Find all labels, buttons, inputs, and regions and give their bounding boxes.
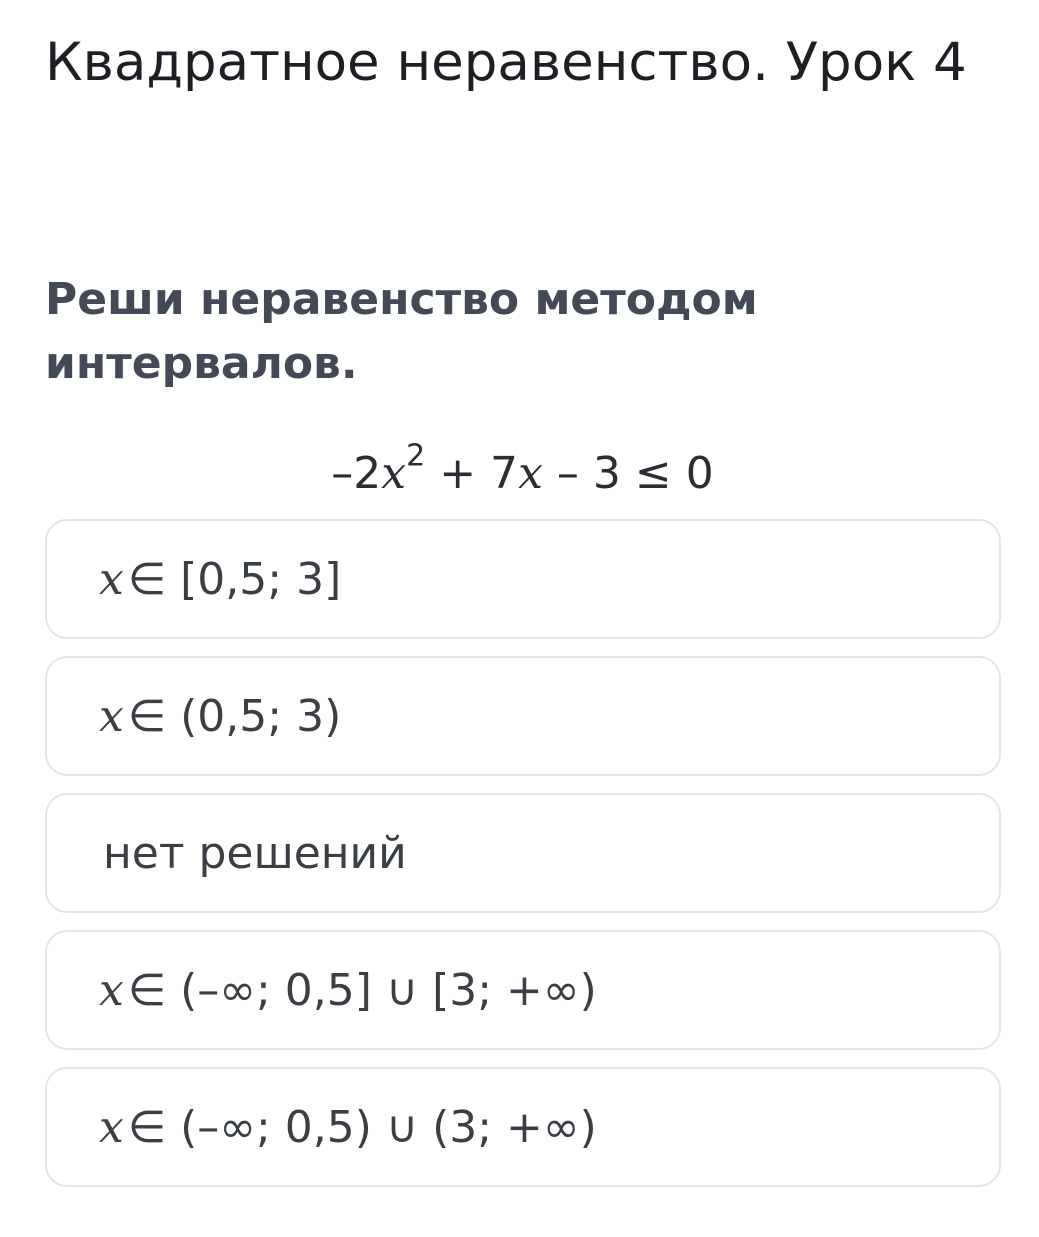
answer-option-variable: x <box>99 690 124 742</box>
answer-option-3[interactable] <box>45 793 1001 913</box>
answer-option-text: ∈ (–∞; 0,5) ∪ (3; +∞) <box>127 1101 597 1153</box>
answer-option-label <box>99 1102 597 1153</box>
equation-tail: – 3 ≤ 0 <box>542 448 714 499</box>
answer-option-label <box>99 965 597 1016</box>
answer-option-text: ∈ [0,5; 3] <box>127 553 342 605</box>
equation-coefficient: –2 <box>331 448 382 499</box>
answer-option-label <box>99 554 341 605</box>
answer-option-label <box>99 828 407 879</box>
equation-variable: x <box>381 448 407 499</box>
answer-option-1[interactable] <box>45 519 1001 639</box>
answer-option-4[interactable] <box>45 930 1001 1050</box>
inequality-expression <box>0 438 1039 504</box>
answer-option-5[interactable] <box>45 1067 1001 1187</box>
question-text: Реши неравенство методом интервалов. <box>45 274 758 389</box>
answer-option-text: нет решений <box>103 827 407 879</box>
equation-exponent: 2 <box>406 438 426 474</box>
answer-option-text: ∈ (–∞; 0,5] ∪ [3; +∞) <box>127 964 597 1016</box>
answer-options <box>45 519 1001 1204</box>
answer-option-variable: x <box>99 553 124 605</box>
page-title: Квадратное неравенство. Урок 4 <box>45 32 967 93</box>
answer-option-text: ∈ (0,5; 3) <box>127 690 342 742</box>
equation-variable-2: x <box>518 448 543 499</box>
answer-option-label <box>99 691 341 742</box>
answer-option-variable: x <box>99 964 124 1016</box>
answer-option-2[interactable] <box>45 656 1001 776</box>
answer-option-variable: x <box>99 1101 124 1153</box>
equation-middle-term: + 7 <box>425 448 519 499</box>
